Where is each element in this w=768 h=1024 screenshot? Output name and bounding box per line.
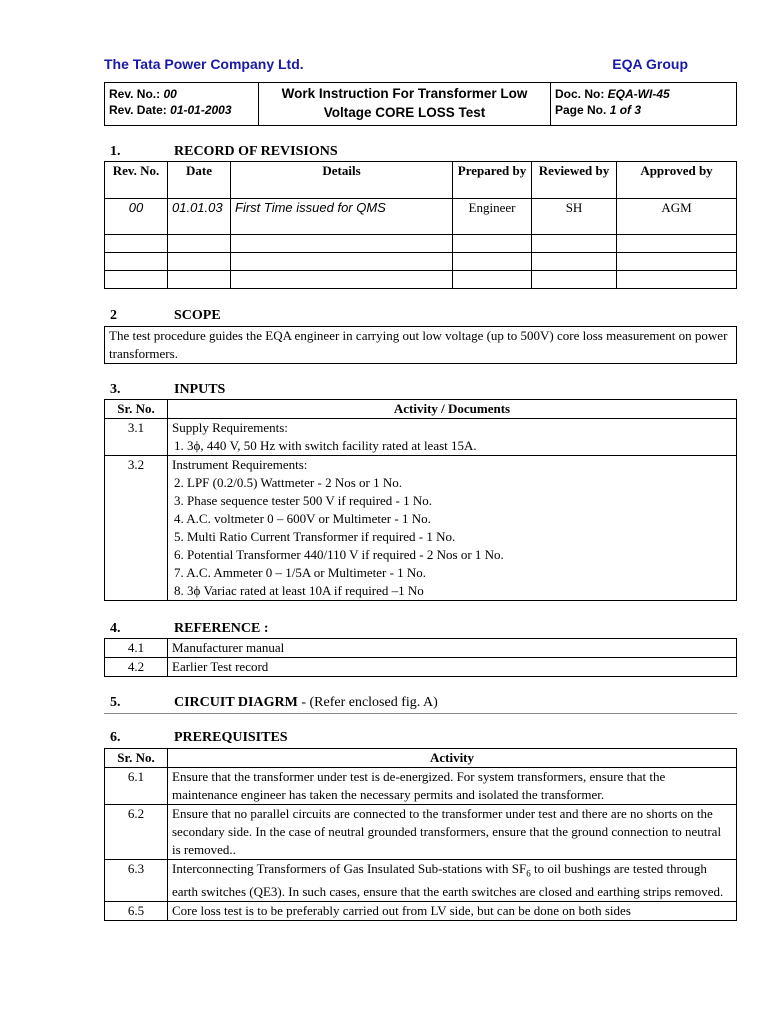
sr-no-cell: 6.2 bbox=[105, 805, 168, 860]
date-cell: 01.01.03 bbox=[168, 199, 231, 235]
rev-cell: 00 bbox=[105, 199, 168, 235]
inputs-table bbox=[104, 399, 737, 601]
sr-no-cell: 6.1 bbox=[105, 768, 168, 805]
table-row bbox=[105, 805, 737, 860]
section-heading-circuit-diagram: 5. CIRCUIT DIAGRM - (Refer enclosed fig. A) bbox=[110, 695, 438, 710]
col-sr-no: Sr. No. bbox=[105, 400, 168, 419]
doc-no-value: EQA-WI-45 bbox=[607, 87, 670, 101]
scope-box bbox=[104, 326, 737, 364]
prepared-cell: Engineer bbox=[453, 199, 532, 235]
col-reviewed: Reviewed by bbox=[532, 162, 617, 199]
col-approved: Approved by bbox=[617, 162, 737, 199]
section-heading-prerequisites: 6. PREREQUISITES bbox=[110, 730, 288, 745]
rev-no-value: 00 bbox=[163, 87, 177, 101]
table-row bbox=[105, 901, 737, 920]
activity-cell: Interconnecting Transformers of Gas Insulated Sub-stations with $SF_6$ to oil bushings are tested through earth switches (QE3). In such cases, ensure that the earth switches are closed and earthing strips removed. bbox=[168, 860, 737, 902]
ref-no-cell: 4.2 bbox=[105, 658, 168, 677]
approved-cell: AGM bbox=[617, 199, 737, 235]
rev-date-value: 01-01-2003 bbox=[170, 103, 232, 117]
col-prepared: Prepared by bbox=[453, 162, 532, 199]
document-title: Work Instruction For Transformer Low Voltage CORE LOSS Test bbox=[259, 83, 551, 126]
table-row bbox=[105, 860, 737, 902]
col-date: Date bbox=[168, 162, 231, 199]
revisions-table bbox=[104, 161, 737, 289]
col-activity-documents: Activity / Documents bbox=[168, 400, 737, 419]
page-header bbox=[104, 56, 690, 76]
scope-text: The test procedure guides the EQA engineer in carrying out low voltage (up to 500V) core loss measurement on power transformers. bbox=[105, 327, 737, 364]
table-row bbox=[105, 419, 737, 456]
table-row bbox=[105, 456, 737, 601]
page-no-value: 1 of 3 bbox=[609, 103, 642, 117]
reviewed-cell: SH bbox=[532, 199, 617, 235]
table-row bbox=[105, 271, 737, 289]
col-details: Details bbox=[231, 162, 453, 199]
activity-cell: Core loss test is to be preferably carried out from LV side, but can be done on both sides bbox=[168, 901, 737, 920]
table-row bbox=[105, 235, 737, 253]
col-rev-no: Rev. No. bbox=[105, 162, 168, 199]
table-row bbox=[105, 253, 737, 271]
company-name: The Tata Power Company Ltd. bbox=[104, 56, 304, 72]
section-heading-reference: 4. REFERENCE : bbox=[110, 621, 269, 636]
ref-text-cell: Manufacturer manual bbox=[168, 639, 737, 658]
sr-no-cell: 3.2 bbox=[105, 456, 168, 601]
sr-no-cell: 6.5 bbox=[105, 901, 168, 920]
activity-cell: Ensure that no parallel circuits are connected to the transformer under test and there are no shorts on the secondary side. In the case of neutral grounded transformers, ensure that the ground connection to neutral is removed.. bbox=[168, 805, 737, 860]
group-name: EQA Group bbox=[612, 56, 688, 72]
details-cell: First Time issued for QMS bbox=[231, 199, 453, 235]
table-row bbox=[105, 658, 737, 677]
table-row bbox=[105, 199, 737, 235]
section-heading-revisions: 1. RECORD OF REVISIONS bbox=[110, 144, 338, 159]
sr-no-cell: 3.1 bbox=[105, 419, 168, 456]
section-heading-scope: 2 SCOPE bbox=[110, 308, 221, 323]
revision-info: Rev. No.: 00 Rev. Date: 01-01-2003 bbox=[105, 83, 259, 126]
activity-cell: Instrument Requirements: 2. LPF (0.2/0.5) Wattmeter - 2 Nos or 1 No. 3. Phase sequence tester 500 V if required - 1 No. 4. A.C. voltmeter 0 – 600V or Multimeter - 1 No. 5. Multi Ratio Current Transformer if required - 1 No. 6. Potential Transformer 440/110 V if required - 2 Nos or 1 No. 7. A.C. Ammeter 0 – 1/5A or Multimeter - 1 No. 8. 3ϕ Variac rated at least 10A if required –1 No bbox=[168, 456, 737, 601]
activity-cell: Supply Requirements: 1. 3ϕ, 440 V, 50 Hz with switch facility rated at least 15A. bbox=[168, 419, 737, 456]
activity-cell: Ensure that the transformer under test is de-energized. For system transformers, ensure that the maintenance engineer has taken the necessary permits and isolated the transformer. bbox=[168, 768, 737, 805]
reference-table bbox=[104, 638, 737, 677]
doc-number-info: Doc. No: EQA-WI-45 Page No. 1 of 3 bbox=[551, 83, 737, 126]
ref-text-cell: Earlier Test record bbox=[168, 658, 737, 677]
table-row bbox=[105, 639, 737, 658]
document-info-box bbox=[104, 82, 737, 126]
sr-no-cell: 6.3 bbox=[105, 860, 168, 902]
section-divider bbox=[104, 713, 737, 714]
ref-no-cell: 4.1 bbox=[105, 639, 168, 658]
col-activity: Activity bbox=[168, 749, 737, 768]
section-heading-inputs: 3. INPUTS bbox=[110, 382, 226, 397]
col-sr-no: Sr. No. bbox=[105, 749, 168, 768]
table-row bbox=[105, 768, 737, 805]
prerequisites-table bbox=[104, 748, 737, 921]
